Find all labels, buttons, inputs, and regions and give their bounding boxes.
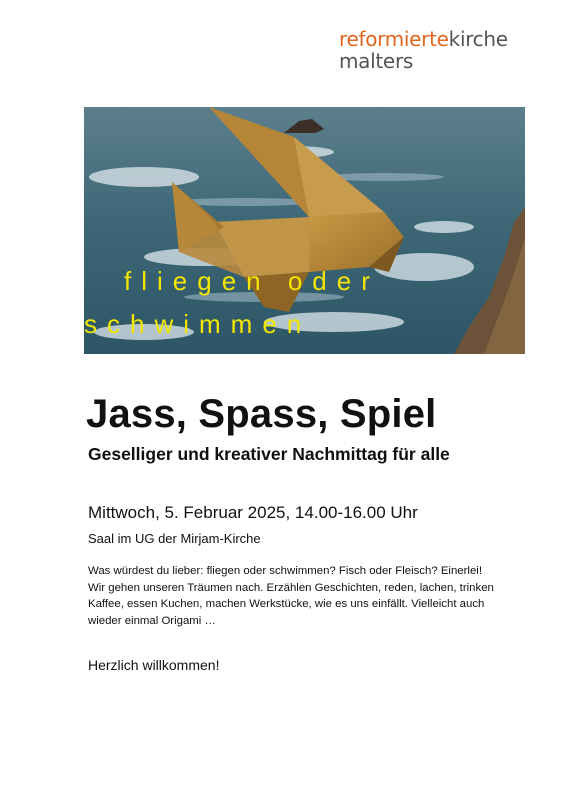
logo-word-kirche: kirche bbox=[448, 27, 508, 51]
logo-word-reformierte: reformierte bbox=[339, 27, 449, 51]
hero-caption-line2: schwimmen bbox=[84, 309, 312, 339]
logo-top-line bbox=[339, 28, 539, 50]
event-description bbox=[88, 563, 528, 629]
church-logo bbox=[339, 28, 539, 72]
welcome-text: Herzlich willkommen! bbox=[88, 657, 220, 673]
description-line: Kaffee, essen Kuchen, machen Werkstücke, wie es uns einfällt. Vielleicht auch bbox=[88, 598, 485, 610]
event-title: Jass, Spass, Spiel bbox=[86, 392, 437, 436]
event-subtitle: Geselliger und kreativer Nachmittag für alle bbox=[88, 444, 450, 464]
description-line: wieder einmal Origami … bbox=[88, 614, 216, 627]
event-location: Saal im UG der Mirjam-Kirche bbox=[88, 531, 261, 546]
logo-word-malters: malters bbox=[339, 49, 413, 73]
hero-image bbox=[84, 107, 525, 354]
description-line: Wir gehen unseren Träumen nach. Erzählen Geschichten, reden, lachen, trinken bbox=[88, 581, 494, 594]
description-line: Was würdest du lieber: fliegen oder schwimmen? Fisch oder Fleisch? Einerlei! bbox=[88, 565, 482, 577]
event-date: Mittwoch, 5. Februar 2025, 14.00-16.00 Uhr bbox=[88, 503, 418, 522]
hero-caption-line1: fliegen oder bbox=[124, 266, 380, 296]
